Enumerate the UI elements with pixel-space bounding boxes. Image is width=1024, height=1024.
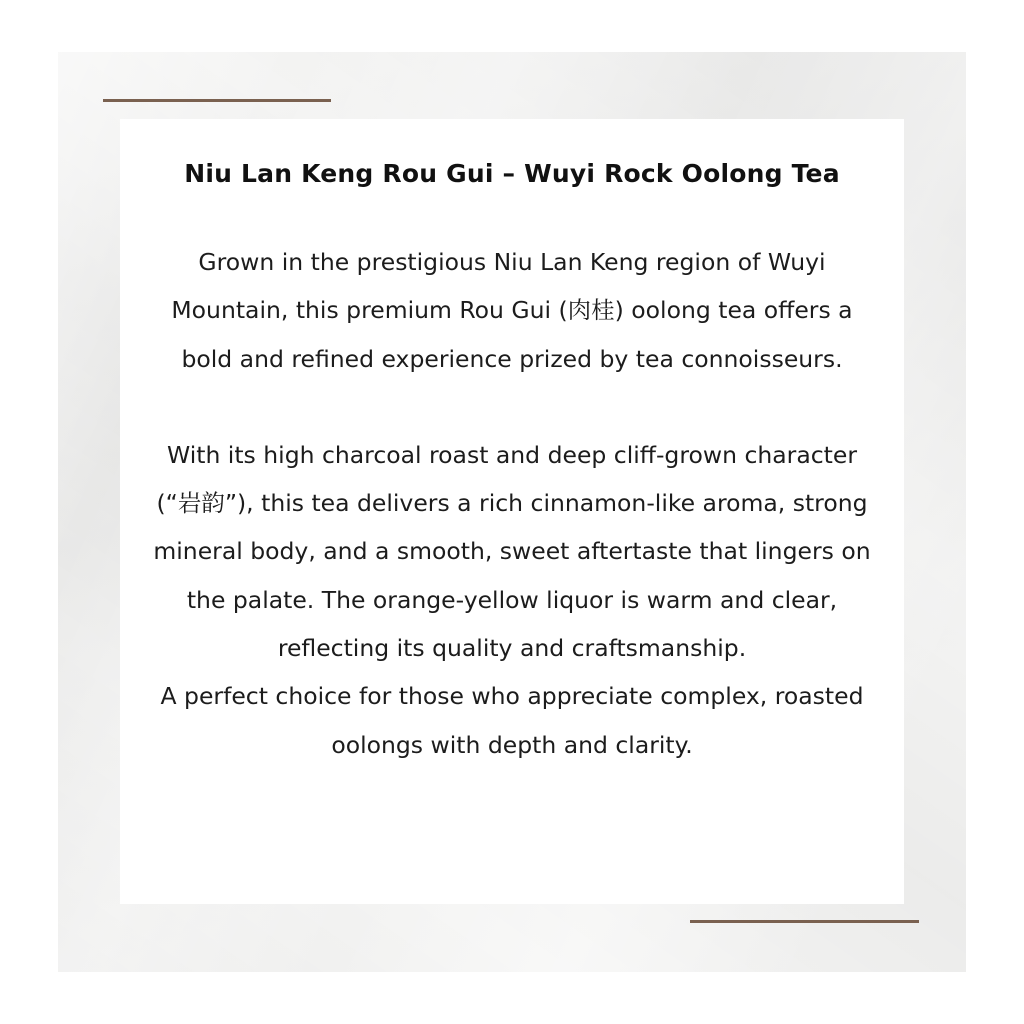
top-accent-line [103, 99, 331, 102]
paragraph-closing: A perfect choice for those who appreciate complex, roasted oolongs with depth and clarity. [160, 682, 864, 759]
paragraph-intro: Grown in the prestigious Niu Lan Keng region of Wuyi Mountain, this premium Rou Gui (肉桂) oolong tea offers a bold and refined experience prized by tea connoisseurs. [171, 248, 853, 373]
bottom-accent-line [690, 920, 919, 923]
document-title: Niu Lan Keng Rou Gui – Wuyi Rock Oolong Tea [184, 159, 840, 188]
paragraph-character: With its high charcoal roast and deep cliff-grown character (“岩韵”), this tea delivers a rich cinnamon-like aroma, strong mineral body, and a smooth, sweet aftertaste that lingers on the palate. The orange-yellow liquor is warm and clear, reflecting its quality and craftsmanship. [153, 440, 871, 663]
content-card [120, 119, 904, 904]
